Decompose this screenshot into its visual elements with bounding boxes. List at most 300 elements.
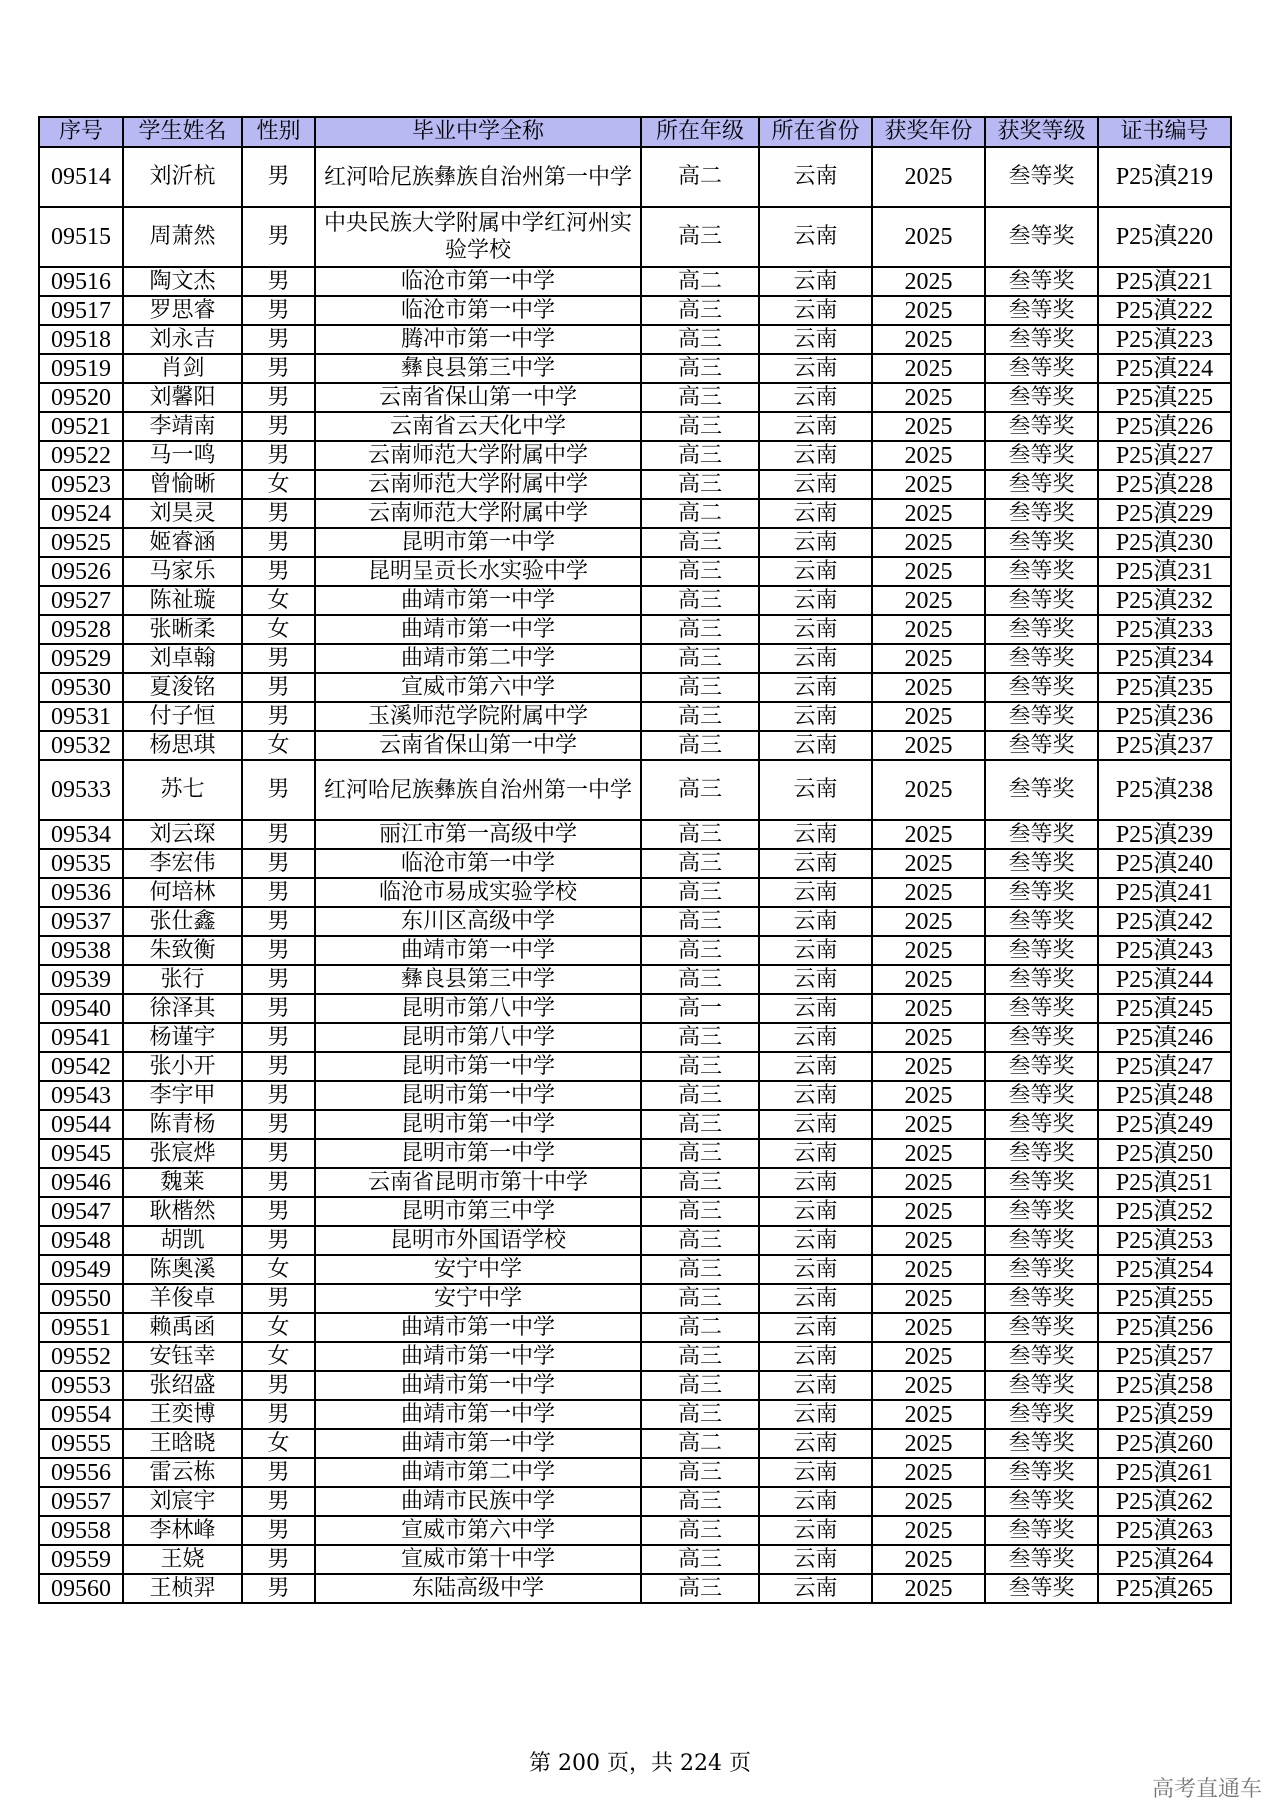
grade-cell: 高三 [641, 528, 759, 557]
grade-cell: 高三 [641, 354, 759, 383]
award-level-cell: 叁等奖 [985, 965, 1098, 994]
table-row [39, 965, 1231, 994]
gender-cell: 男 [242, 878, 315, 907]
serial-cell: 09517 [39, 296, 123, 325]
certificate-cell: P25滇242 [1098, 907, 1231, 936]
province-cell: 云南 [759, 820, 872, 849]
gender-cell: 男 [242, 557, 315, 586]
serial-cell: 09554 [39, 1400, 123, 1429]
name-cell: 王娆 [123, 1545, 242, 1574]
grade-cell: 高三 [641, 1371, 759, 1400]
serial-cell: 09553 [39, 1371, 123, 1400]
award-level-cell: 叁等奖 [985, 1139, 1098, 1168]
province-cell: 云南 [759, 644, 872, 673]
school-cell: 昆明市第八中学 [315, 1023, 641, 1052]
table-row [39, 1458, 1231, 1487]
year-cell: 2025 [872, 412, 985, 441]
name-cell: 张绍盛 [123, 1371, 242, 1400]
grade-cell: 高三 [641, 731, 759, 760]
school-cell: 昆明市第一中学 [315, 528, 641, 557]
province-cell: 云南 [759, 731, 872, 760]
school-cell: 安宁中学 [315, 1284, 641, 1313]
award-level-cell: 叁等奖 [985, 325, 1098, 354]
gender-cell: 男 [242, 1400, 315, 1429]
serial-cell: 09530 [39, 673, 123, 702]
school-cell: 云南省云天化中学 [315, 412, 641, 441]
award-level-cell: 叁等奖 [985, 296, 1098, 325]
column-header: 所在省份 [759, 117, 872, 147]
serial-cell: 09519 [39, 354, 123, 383]
table-row [39, 1400, 1231, 1429]
certificate-cell: P25滇232 [1098, 586, 1231, 615]
award-level-cell: 叁等奖 [985, 1255, 1098, 1284]
table-row [39, 296, 1231, 325]
serial-cell: 09514 [39, 147, 123, 207]
award-level-cell: 叁等奖 [985, 1545, 1098, 1574]
award-level-cell: 叁等奖 [985, 1487, 1098, 1516]
province-cell: 云南 [759, 296, 872, 325]
column-header: 证书编号 [1098, 117, 1231, 147]
certificate-cell: P25滇236 [1098, 702, 1231, 731]
school-cell: 昆明市第一中学 [315, 1110, 641, 1139]
province-cell: 云南 [759, 499, 872, 528]
table-row [39, 528, 1231, 557]
name-cell: 陈青杨 [123, 1110, 242, 1139]
serial-cell: 09518 [39, 325, 123, 354]
province-cell: 云南 [759, 1545, 872, 1574]
gender-cell: 男 [242, 1545, 315, 1574]
year-cell: 2025 [872, 731, 985, 760]
school-cell: 曲靖市第一中学 [315, 1400, 641, 1429]
table-row [39, 936, 1231, 965]
gender-cell: 男 [242, 1574, 315, 1603]
award-level-cell: 叁等奖 [985, 820, 1098, 849]
school-cell: 安宁中学 [315, 1255, 641, 1284]
certificate-cell: P25滇263 [1098, 1516, 1231, 1545]
grade-cell: 高三 [641, 1168, 759, 1197]
name-cell: 张小开 [123, 1052, 242, 1081]
school-cell: 云南省保山第一中学 [315, 731, 641, 760]
school-cell: 昆明市第一中学 [315, 1081, 641, 1110]
award-level-cell: 叁等奖 [985, 760, 1098, 820]
table-row [39, 267, 1231, 296]
name-cell: 羊俊卓 [123, 1284, 242, 1313]
gender-cell: 男 [242, 849, 315, 878]
grade-cell: 高三 [641, 760, 759, 820]
province-cell: 云南 [759, 586, 872, 615]
school-cell: 玉溪师范学院附属中学 [315, 702, 641, 731]
gender-cell: 男 [242, 760, 315, 820]
table-row [39, 499, 1231, 528]
certificate-cell: P25滇227 [1098, 441, 1231, 470]
year-cell: 2025 [872, 760, 985, 820]
school-cell: 曲靖市第一中学 [315, 586, 641, 615]
grade-cell: 高三 [641, 1197, 759, 1226]
year-cell: 2025 [872, 702, 985, 731]
name-cell: 姬睿涵 [123, 528, 242, 557]
name-cell: 陈祉璇 [123, 586, 242, 615]
gender-cell: 女 [242, 586, 315, 615]
province-cell: 云南 [759, 702, 872, 731]
province-cell: 云南 [759, 878, 872, 907]
table-row [39, 878, 1231, 907]
award-level-cell: 叁等奖 [985, 1574, 1098, 1603]
province-cell: 云南 [759, 760, 872, 820]
school-cell: 云南省保山第一中学 [315, 383, 641, 412]
province-cell: 云南 [759, 849, 872, 878]
serial-cell: 09549 [39, 1255, 123, 1284]
province-cell: 云南 [759, 1284, 872, 1313]
grade-cell: 高三 [641, 673, 759, 702]
name-cell: 李靖南 [123, 412, 242, 441]
award-level-cell: 叁等奖 [985, 673, 1098, 702]
table-row [39, 1139, 1231, 1168]
certificate-cell: P25滇229 [1098, 499, 1231, 528]
gender-cell: 男 [242, 1081, 315, 1110]
table-row [39, 1226, 1231, 1255]
gender-cell: 男 [242, 441, 315, 470]
year-cell: 2025 [872, 1052, 985, 1081]
province-cell: 云南 [759, 673, 872, 702]
certificate-cell: P25滇262 [1098, 1487, 1231, 1516]
serial-cell: 09548 [39, 1226, 123, 1255]
gender-cell: 男 [242, 1139, 315, 1168]
grade-cell: 高二 [641, 1429, 759, 1458]
award-level-cell: 叁等奖 [985, 441, 1098, 470]
gender-cell: 男 [242, 644, 315, 673]
province-cell: 云南 [759, 1081, 872, 1110]
school-cell: 宣威市第六中学 [315, 673, 641, 702]
gender-cell: 男 [242, 1052, 315, 1081]
certificate-cell: P25滇259 [1098, 1400, 1231, 1429]
serial-cell: 09545 [39, 1139, 123, 1168]
column-header: 性别 [242, 117, 315, 147]
serial-cell: 09541 [39, 1023, 123, 1052]
certificate-cell: P25滇265 [1098, 1574, 1231, 1603]
gender-cell: 女 [242, 731, 315, 760]
year-cell: 2025 [872, 936, 985, 965]
serial-cell: 09559 [39, 1545, 123, 1574]
year-cell: 2025 [872, 1574, 985, 1603]
award-level-cell: 叁等奖 [985, 1110, 1098, 1139]
table-row [39, 1313, 1231, 1342]
table-row [39, 673, 1231, 702]
award-level-cell: 叁等奖 [985, 528, 1098, 557]
certificate-cell: P25滇226 [1098, 412, 1231, 441]
grade-cell: 高三 [641, 907, 759, 936]
award-level-cell: 叁等奖 [985, 383, 1098, 412]
serial-cell: 09525 [39, 528, 123, 557]
year-cell: 2025 [872, 1168, 985, 1197]
award-level-cell: 叁等奖 [985, 1168, 1098, 1197]
year-cell: 2025 [872, 1081, 985, 1110]
school-cell: 红河哈尼族彝族自治州第一中学 [315, 147, 641, 207]
certificate-cell: P25滇257 [1098, 1342, 1231, 1371]
name-cell: 苏七 [123, 760, 242, 820]
province-cell: 云南 [759, 1197, 872, 1226]
year-cell: 2025 [872, 849, 985, 878]
province-cell: 云南 [759, 615, 872, 644]
name-cell: 马家乐 [123, 557, 242, 586]
award-level-cell: 叁等奖 [985, 702, 1098, 731]
serial-cell: 09535 [39, 849, 123, 878]
certificate-cell: P25滇254 [1098, 1255, 1231, 1284]
grade-cell: 高三 [641, 557, 759, 586]
certificate-cell: P25滇264 [1098, 1545, 1231, 1574]
table-row [39, 1342, 1231, 1371]
name-cell: 刘卓翰 [123, 644, 242, 673]
school-cell: 昆明市第一中学 [315, 1139, 641, 1168]
table-row [39, 586, 1231, 615]
year-cell: 2025 [872, 878, 985, 907]
school-cell: 东川区高级中学 [315, 907, 641, 936]
table-row [39, 1052, 1231, 1081]
grade-cell: 高二 [641, 1313, 759, 1342]
serial-cell: 09546 [39, 1168, 123, 1197]
table-row [39, 1574, 1231, 1603]
table-row [39, 1545, 1231, 1574]
award-level-cell: 叁等奖 [985, 731, 1098, 760]
name-cell: 罗思睿 [123, 296, 242, 325]
serial-cell: 09521 [39, 412, 123, 441]
school-cell: 曲靖市第一中学 [315, 615, 641, 644]
serial-cell: 09534 [39, 820, 123, 849]
serial-cell: 09532 [39, 731, 123, 760]
year-cell: 2025 [872, 586, 985, 615]
serial-cell: 09550 [39, 1284, 123, 1313]
name-cell: 杨思琪 [123, 731, 242, 760]
gender-cell: 女 [242, 1255, 315, 1284]
province-cell: 云南 [759, 1168, 872, 1197]
table-row [39, 1429, 1231, 1458]
name-cell: 夏浚铭 [123, 673, 242, 702]
name-cell: 王奕博 [123, 1400, 242, 1429]
award-level-cell: 叁等奖 [985, 1023, 1098, 1052]
certificate-cell: P25滇252 [1098, 1197, 1231, 1226]
table-row [39, 1023, 1231, 1052]
province-cell: 云南 [759, 936, 872, 965]
grade-cell: 高三 [641, 207, 759, 267]
gender-cell: 男 [242, 1371, 315, 1400]
page-number: 第 200 页，共 224 页 [529, 1751, 751, 1776]
name-cell: 徐泽其 [123, 994, 242, 1023]
certificate-cell: P25滇221 [1098, 267, 1231, 296]
province-cell: 云南 [759, 1487, 872, 1516]
certificate-cell: P25滇223 [1098, 325, 1231, 354]
table-row [39, 354, 1231, 383]
grade-cell: 高三 [641, 383, 759, 412]
grade-cell: 高三 [641, 702, 759, 731]
grade-cell: 高三 [641, 1545, 759, 1574]
school-cell: 曲靖市第一中学 [315, 1313, 641, 1342]
award-level-cell: 叁等奖 [985, 1342, 1098, 1371]
school-cell: 曲靖市第一中学 [315, 936, 641, 965]
gender-cell: 女 [242, 615, 315, 644]
serial-cell: 09522 [39, 441, 123, 470]
name-cell: 王桢羿 [123, 1574, 242, 1603]
serial-cell: 09531 [39, 702, 123, 731]
grade-cell: 高二 [641, 267, 759, 296]
award-level-cell: 叁等奖 [985, 1313, 1098, 1342]
school-cell: 中央民族大学附属中学红河州实验学校 [315, 207, 641, 267]
gender-cell: 男 [242, 1226, 315, 1255]
year-cell: 2025 [872, 325, 985, 354]
year-cell: 2025 [872, 673, 985, 702]
name-cell: 朱致衡 [123, 936, 242, 965]
brand-watermark: 高考直通车 [1151, 1777, 1262, 1802]
grade-cell: 高三 [641, 470, 759, 499]
school-cell: 彝良县第三中学 [315, 965, 641, 994]
table-row [39, 441, 1231, 470]
name-cell: 刘馨阳 [123, 383, 242, 412]
table-row [39, 383, 1231, 412]
name-cell: 雷云栋 [123, 1458, 242, 1487]
award-level-cell: 叁等奖 [985, 207, 1098, 267]
year-cell: 2025 [872, 1400, 985, 1429]
school-cell: 云南师范大学附属中学 [315, 499, 641, 528]
certificate-cell: P25滇261 [1098, 1458, 1231, 1487]
serial-cell: 09529 [39, 644, 123, 673]
province-cell: 云南 [759, 528, 872, 557]
award-level-cell: 叁等奖 [985, 849, 1098, 878]
grade-cell: 高三 [641, 1139, 759, 1168]
serial-cell: 09515 [39, 207, 123, 267]
province-cell: 云南 [759, 1226, 872, 1255]
school-cell: 临沧市第一中学 [315, 296, 641, 325]
certificate-cell: P25滇220 [1098, 207, 1231, 267]
table-row [39, 1371, 1231, 1400]
name-cell: 刘永吉 [123, 325, 242, 354]
name-cell: 周萧然 [123, 207, 242, 267]
province-cell: 云南 [759, 1400, 872, 1429]
award-level-cell: 叁等奖 [985, 936, 1098, 965]
gender-cell: 男 [242, 1458, 315, 1487]
name-cell: 张晰柔 [123, 615, 242, 644]
name-cell: 陈奥溪 [123, 1255, 242, 1284]
grade-cell: 高三 [641, 1052, 759, 1081]
province-cell: 云南 [759, 147, 872, 207]
certificate-cell: P25滇250 [1098, 1139, 1231, 1168]
gender-cell: 男 [242, 383, 315, 412]
certificate-cell: P25滇246 [1098, 1023, 1231, 1052]
column-header: 所在年级 [641, 117, 759, 147]
table-row [39, 147, 1231, 207]
year-cell: 2025 [872, 1516, 985, 1545]
province-cell: 云南 [759, 325, 872, 354]
award-level-cell: 叁等奖 [985, 586, 1098, 615]
year-cell: 2025 [872, 1429, 985, 1458]
gender-cell: 男 [242, 820, 315, 849]
table-row [39, 1255, 1231, 1284]
name-cell: 赖禹函 [123, 1313, 242, 1342]
year-cell: 2025 [872, 1284, 985, 1313]
table-row [39, 470, 1231, 499]
column-header: 序号 [39, 117, 123, 147]
serial-cell: 09516 [39, 267, 123, 296]
column-header: 获奖等级 [985, 117, 1098, 147]
certificate-cell: P25滇235 [1098, 673, 1231, 702]
name-cell: 张仕鑫 [123, 907, 242, 936]
column-header: 获奖年份 [872, 117, 985, 147]
gender-cell: 男 [242, 147, 315, 207]
table-row [39, 412, 1231, 441]
school-cell: 曲靖市第一中学 [315, 1429, 641, 1458]
year-cell: 2025 [872, 1458, 985, 1487]
table-row [39, 1487, 1231, 1516]
year-cell: 2025 [872, 1545, 985, 1574]
certificate-cell: P25滇225 [1098, 383, 1231, 412]
grade-cell: 高三 [641, 878, 759, 907]
serial-cell: 09542 [39, 1052, 123, 1081]
certificate-cell: P25滇224 [1098, 354, 1231, 383]
award-level-cell: 叁等奖 [985, 1400, 1098, 1429]
province-cell: 云南 [759, 1371, 872, 1400]
award-level-cell: 叁等奖 [985, 1371, 1098, 1400]
year-cell: 2025 [872, 1110, 985, 1139]
year-cell: 2025 [872, 820, 985, 849]
table-row [39, 325, 1231, 354]
year-cell: 2025 [872, 1371, 985, 1400]
year-cell: 2025 [872, 644, 985, 673]
name-cell: 李宏伟 [123, 849, 242, 878]
serial-cell: 09536 [39, 878, 123, 907]
grade-cell: 高三 [641, 412, 759, 441]
certificate-cell: P25滇238 [1098, 760, 1231, 820]
name-cell: 刘沂杭 [123, 147, 242, 207]
gender-cell: 男 [242, 1487, 315, 1516]
table-row [39, 907, 1231, 936]
serial-cell: 09540 [39, 994, 123, 1023]
year-cell: 2025 [872, 557, 985, 586]
certificate-cell: P25滇219 [1098, 147, 1231, 207]
province-cell: 云南 [759, 383, 872, 412]
school-cell: 云南省昆明市第十中学 [315, 1168, 641, 1197]
grade-cell: 高三 [641, 1023, 759, 1052]
grade-cell: 高二 [641, 499, 759, 528]
year-cell: 2025 [872, 147, 985, 207]
school-cell: 昆明呈贡长水实验中学 [315, 557, 641, 586]
award-level-cell: 叁等奖 [985, 354, 1098, 383]
serial-cell: 09560 [39, 1574, 123, 1603]
year-cell: 2025 [872, 470, 985, 499]
province-cell: 云南 [759, 1023, 872, 1052]
gender-cell: 男 [242, 673, 315, 702]
name-cell: 耿楷然 [123, 1197, 242, 1226]
certificate-cell: P25滇239 [1098, 820, 1231, 849]
school-cell: 宣威市第六中学 [315, 1516, 641, 1545]
gender-cell: 男 [242, 1168, 315, 1197]
table-header-row [39, 117, 1231, 147]
year-cell: 2025 [872, 1255, 985, 1284]
school-cell: 丽江市第一高级中学 [315, 820, 641, 849]
table-row [39, 1516, 1231, 1545]
serial-cell: 09538 [39, 936, 123, 965]
name-cell: 张宸烨 [123, 1139, 242, 1168]
award-level-cell: 叁等奖 [985, 267, 1098, 296]
gender-cell: 男 [242, 354, 315, 383]
serial-cell: 09547 [39, 1197, 123, 1226]
table-row [39, 207, 1231, 267]
certificate-cell: P25滇222 [1098, 296, 1231, 325]
gender-cell: 男 [242, 936, 315, 965]
award-level-cell: 叁等奖 [985, 1458, 1098, 1487]
province-cell: 云南 [759, 412, 872, 441]
grade-cell: 高三 [641, 586, 759, 615]
name-cell: 刘昊灵 [123, 499, 242, 528]
serial-cell: 09520 [39, 383, 123, 412]
serial-cell: 09523 [39, 470, 123, 499]
table-row [39, 644, 1231, 673]
